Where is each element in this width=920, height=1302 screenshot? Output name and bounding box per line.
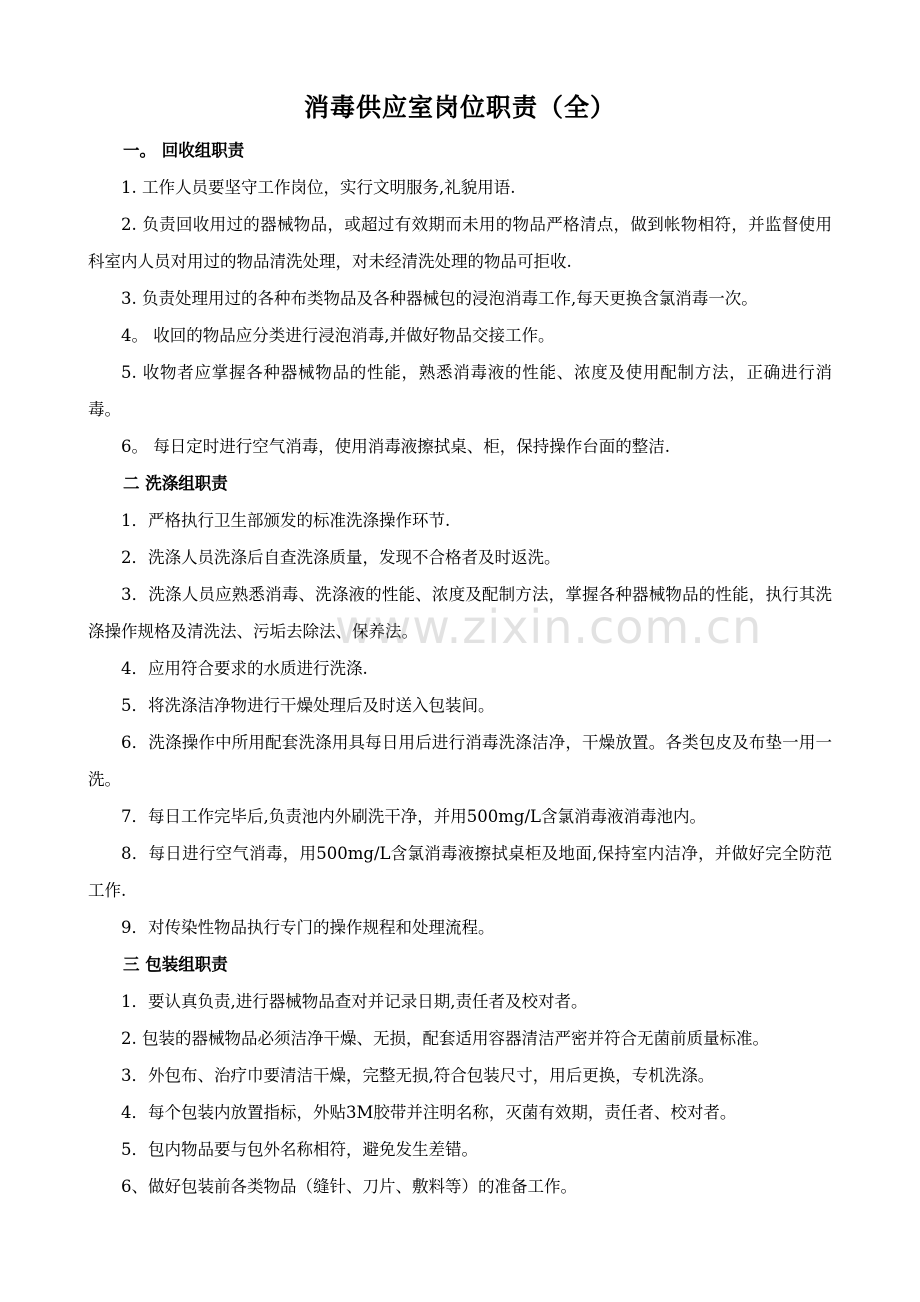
list-item: 3．外包布、治疗巾要清洁干燥，完整无损,符合包装尺寸，用后更换，专机洗涤。 <box>121 1066 715 1085</box>
list-item: 9．对传染性物品执行专门的操作规程和处理流程。 <box>121 918 495 937</box>
list-item: 4．应用符合要求的水质进行洗涤. <box>121 659 368 678</box>
list-item: 6。 每日定时进行空气消毒，使用消毒液擦拭桌、柜，保持操作台面的整洁. <box>121 437 670 456</box>
list-item: 4．每个包装内放置指标，外贴3M胶带并注明名称，灭菌有效期，责任者、校对者。 <box>121 1103 737 1122</box>
section-washing <box>88 465 832 946</box>
list-item: 7．每日工作完毕后,负责池内外刷洗干净，并用500mg/L含氯消毒液消毒池内。 <box>121 807 706 826</box>
section-heading: 二 洗涤组职责 <box>123 474 228 493</box>
list-item: 6．洗涤操作中所用配套洗涤用具每日用后进行消毒洗涤洁净，干燥放置。各类包皮及布垫一用一洗。 <box>88 733 832 789</box>
list-item: 5. 收物者应掌握各种器械物品的性能，熟悉消毒液的性能、浓度及使用配制方法，正确进行消毒。 <box>88 363 832 419</box>
list-item: 5．包内物品要与包外名称相符，避免发生差错。 <box>121 1140 478 1159</box>
section-heading: 三 包装组职责 <box>123 955 228 974</box>
watermark: www.zixin.com.cn <box>335 600 763 654</box>
list-item: 1. 工作人员要坚守工作岗位，实行文明服务,礼貌用语. <box>121 178 516 197</box>
list-item: 5．将洗涤洁净物进行干燥处理后及时送入包装间。 <box>121 696 495 715</box>
list-item: 2. 包装的器械物品必须洁净干燥、无损，配套适用容器清洁严密并符合无菌前质量标准。 <box>121 1029 769 1048</box>
list-item: 6、做好包装前各类物品（缝针、刀片、敷料等）的准备工作。 <box>121 1177 577 1196</box>
list-item: 3. 负责处理用过的各种布类物品及各种器械包的浸泡消毒工作,每天更换含氯消毒一次。 <box>121 289 758 308</box>
list-item: 1．要认真负责,进行器械物品查对并记录日期,责任者及校对者。 <box>121 992 588 1011</box>
list-item: 2. 负责回收用过的器械物品，或超过有效期而未用的物品严格清点，做到帐物相符，并监督使用科室内人员对用过的物品清洗处理，对未经清洗处理的物品可拒收. <box>88 215 832 271</box>
page-title: 消毒供应室岗位职责（全） <box>303 93 616 122</box>
list-item: 3．洗涤人员应熟悉消毒、洗涤液的性能、浓度及配制方法，掌握各种器械物品的性能，执行其洗涤操作规格及清洗法、污垢去除法、保养法。 <box>88 585 832 641</box>
list-item: 8．每日进行空气消毒，用500mg/L含氯消毒液擦拭桌柜及地面,保持室内洁净，并做好完全防范工作. <box>88 844 832 900</box>
list-item: 1．严格执行卫生部颁发的标准洗涤操作环节. <box>121 511 451 530</box>
document-body <box>88 132 832 1205</box>
section-heading: 一。 回收组职责 <box>123 141 245 160</box>
list-item: 2．洗涤人员洗涤后自查洗涤质量，发现不合格者及时返洗。 <box>121 548 561 567</box>
list-item: 4。 收回的物品应分类进行浸泡消毒,并做好物品交接工作。 <box>121 326 555 345</box>
section-recycling <box>88 132 832 465</box>
section-packaging <box>88 946 832 1205</box>
